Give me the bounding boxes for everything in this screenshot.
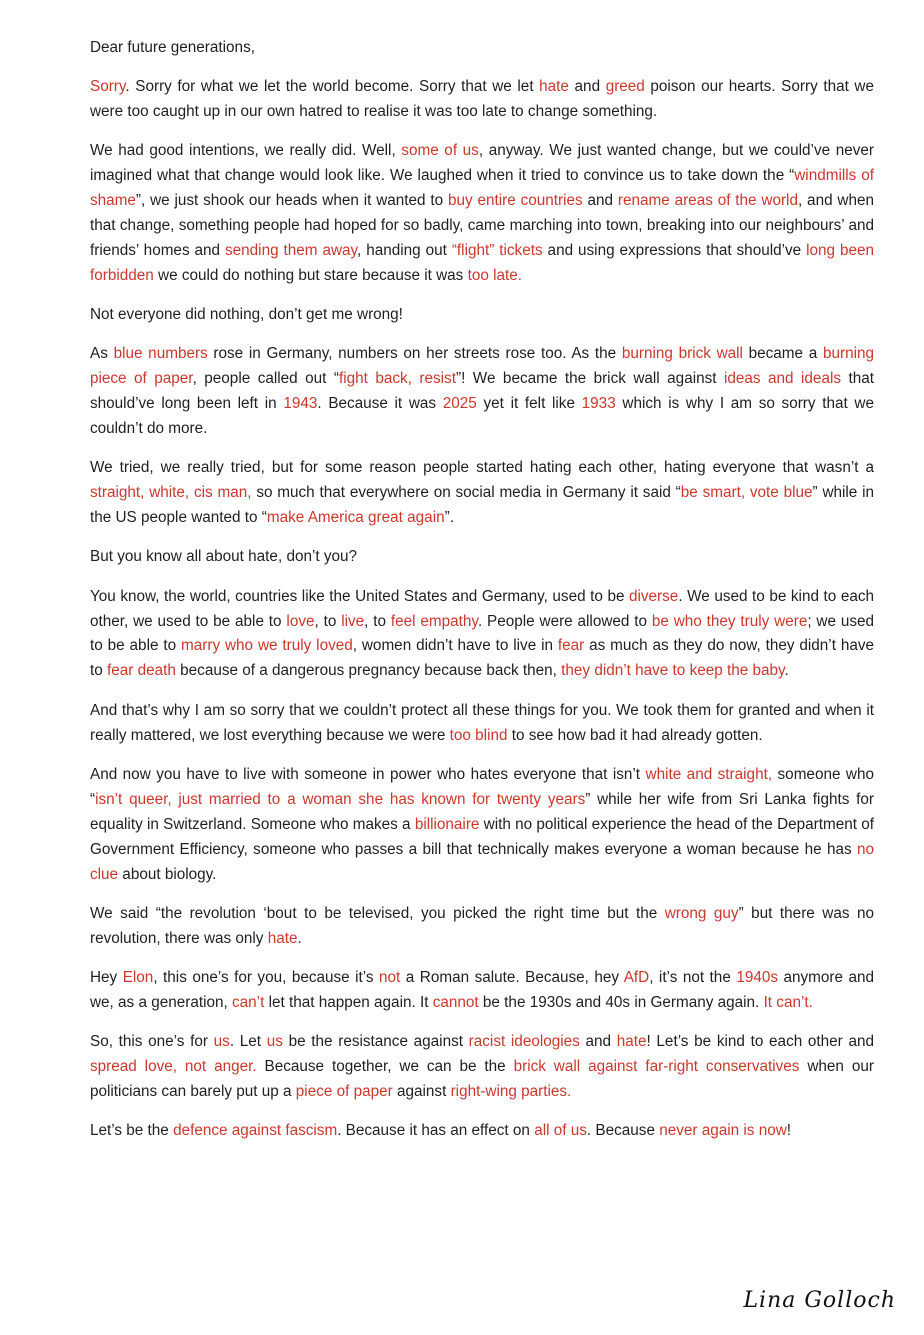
highlighted-phrase: defence against fascism [173, 1122, 338, 1140]
paragraph [90, 545, 874, 570]
highlighted-phrase: burning piece of paper [90, 345, 874, 388]
text-run: a Roman salute. Because, hey [400, 969, 624, 986]
text-run: , to [314, 612, 342, 630]
text-run: Not everyone did nothing, don’t get me wrong! [90, 305, 403, 323]
highlighted-phrase: rename areas of the world [617, 191, 798, 209]
highlighted-phrase: no clue [90, 840, 874, 883]
text-run: be the 1930s and 40s in Germany again. [478, 993, 764, 1011]
text-run: ; we used to be able to [90, 612, 875, 655]
highlighted-phrase: hate [267, 929, 298, 947]
paragraph [90, 139, 874, 288]
highlighted-phrase: too late. [467, 266, 523, 284]
text-run: against [392, 1083, 451, 1101]
text-run: . Because it was [317, 395, 443, 413]
text-run: as much as they do now, they didn’t have to [90, 637, 875, 680]
text-run: be the resistance against [282, 1033, 469, 1051]
text-run: became a [742, 345, 823, 363]
letter-body [90, 36, 874, 1159]
highlighted-phrase: be who they truly were [651, 612, 808, 630]
highlighted-phrase: fear [557, 637, 585, 655]
highlighted-phrase: piece of paper [295, 1083, 393, 1101]
highlighted-phrase: spread love, not anger. [90, 1058, 257, 1076]
text-run: , it’s not the [649, 969, 737, 986]
text-run: . [297, 929, 302, 947]
text-run: yet it felt like [476, 395, 582, 413]
highlighted-phrase: 2025 [442, 395, 477, 413]
highlighted-phrase: long been forbidden [90, 241, 874, 284]
highlighted-phrase: us [266, 1033, 283, 1051]
text-run: and [579, 1033, 617, 1051]
highlighted-phrase: greed [605, 77, 645, 95]
text-run: and [582, 191, 618, 209]
highlighted-phrase: never again is now [659, 1122, 787, 1140]
text-run: We said “the revolution ‘bout to be televised, you picked the right time but the [90, 904, 665, 922]
text-run: Hey [90, 969, 123, 986]
highlighted-phrase: billionaire [414, 815, 480, 833]
paragraph [90, 75, 874, 125]
text-run: As [90, 345, 114, 363]
highlighted-phrase: isn’t queer, just married to a woman she has known for twenty years [95, 790, 586, 808]
text-run: , anyway. We just wanted change, but we could’ve never imagined what that change would look like. We laughed when it tried to convince us to take down the “ [90, 142, 874, 185]
text-run: And now you have to live with someone in power who hates everyone that isn’t [90, 765, 646, 783]
highlighted-phrase: brick wall against far-right conservatives [513, 1058, 800, 1076]
text-run: with no political experience the head of the Department of Government Efficiency, someone who passes a bill that technically makes everyone a woman because he has [90, 815, 874, 858]
highlighted-phrase: too blind [449, 726, 508, 744]
highlighted-phrase: racist ideologies [468, 1033, 580, 1051]
highlighted-phrase: live [341, 612, 365, 630]
highlighted-phrase: windmills of shame [90, 167, 874, 209]
highlighted-phrase: not [379, 969, 401, 986]
highlighted-phrase: right-wing parties. [450, 1083, 572, 1101]
highlighted-phrase: hate [616, 1033, 647, 1051]
text-run: that should’ve long been left in [90, 370, 874, 413]
text-run: ”. [444, 509, 454, 527]
highlighted-phrase: Elon [122, 969, 154, 986]
text-run: to see how bad it had already gotten. [507, 726, 763, 744]
text-run: . People were allowed to [477, 612, 652, 630]
highlighted-phrase: blue numbers [113, 345, 208, 363]
paragraph-list [90, 75, 874, 1144]
text-run: someone who “ [90, 765, 874, 808]
highlighted-phrase: 1933 [581, 395, 616, 413]
paragraph [90, 1119, 874, 1144]
text-run: And that’s why I am so sorry that we couldn’t protect all these things for you. We took them for granted and when it really mattered, we lost everything because we were [90, 701, 874, 744]
text-run: ” while her wife from Sri Lanka fights for equality in Switzerland. Someone who makes a [90, 790, 874, 833]
text-run: , people called out “ [192, 370, 339, 388]
text-run: , handing out [357, 241, 452, 259]
text-run: So, this one’s for [90, 1033, 214, 1051]
highlighted-phrase: AfD [623, 969, 650, 986]
paragraph [90, 303, 874, 328]
highlighted-phrase: 1943 [283, 395, 318, 413]
highlighted-phrase: “flight” tickets [451, 241, 543, 259]
text-run: We tried, we really tried, but for some reason people started hating each other, hating everyone that wasn’t a [90, 459, 874, 477]
highlighted-phrase: sending them away [225, 241, 358, 259]
text-run: Because together, we can be the [256, 1058, 514, 1076]
highlighted-phrase: 1940s [736, 969, 778, 986]
text-run: poison our hearts. Sorry that we were too caught up in our own hatred to realise it was too late to change something. [90, 77, 874, 120]
signature: Lina Golloch [743, 1288, 896, 1313]
text-run: ”, we just shook our heads when it wanted to [135, 191, 448, 209]
paragraph [90, 699, 874, 749]
text-run: . [784, 662, 789, 680]
text-run: we could do nothing but stare because it was [153, 266, 468, 284]
text-run: because of a dangerous pregnancy because back then, [175, 662, 562, 680]
highlighted-phrase: some of us [401, 142, 479, 160]
text-run: . Sorry for what we let the world become. Sorry that we let [125, 77, 540, 95]
text-run: ”! We became the brick wall against [455, 370, 724, 388]
highlighted-phrase: hate [539, 77, 569, 95]
paragraph [90, 763, 874, 888]
highlighted-phrase: can’t [232, 993, 265, 1011]
text-run: . Let [229, 1033, 267, 1051]
text-run: ” but there was no revolution, there was only [90, 904, 875, 947]
highlighted-phrase: It can’t. [763, 993, 813, 1011]
highlighted-phrase: diverse [629, 587, 679, 605]
highlighted-phrase: make America great again [266, 509, 445, 527]
text-run: . We used to be kind to each other, we used to be able to [90, 587, 874, 630]
paragraph [90, 1030, 874, 1105]
text-run: Let’s be the [90, 1122, 174, 1140]
text-run: , and when that change, something people had hoped for so badly, came marching into town, breaking into our neighbours’ and friends’ homes and [90, 191, 874, 259]
salutation: Dear future generations, [90, 39, 255, 56]
text-run: about biology. [118, 865, 217, 883]
text-run: . Because [586, 1122, 660, 1140]
highlighted-phrase: feel empathy [390, 612, 478, 630]
text-run: so much that everywhere on social media in Germany it said “ [251, 484, 681, 502]
text-run: and using expressions that should’ve [542, 241, 807, 259]
highlighted-phrase: marry who we truly loved [181, 637, 353, 655]
highlighted-phrase: love [286, 612, 315, 630]
text-run: ” while in the US people wanted to “ [90, 484, 875, 527]
text-run: which is why I am so sorry that we couldn’t do more. [90, 395, 874, 437]
highlighted-phrase: wrong guy [664, 904, 739, 922]
highlighted-phrase: straight, white, cis man, [90, 484, 252, 502]
highlighted-phrase: burning brick wall [621, 345, 743, 363]
text-run: let that happen again. It [264, 993, 433, 1011]
highlighted-phrase: white and straight, [645, 765, 773, 783]
text-run: We had good intentions, we really did. Well, [90, 142, 402, 160]
text-run: rose in Germany, numbers on her streets rose too. As the [207, 345, 622, 363]
highlighted-phrase: they didn’t have to keep the baby [561, 662, 785, 680]
text-run: You know, the world, countries like the United States and Germany, used to be [90, 587, 629, 605]
highlighted-phrase: ideas and ideals [723, 370, 841, 388]
text-run: , this one’s for you, because it’s [153, 969, 380, 986]
highlighted-phrase: fear death [107, 662, 176, 680]
paragraph [90, 585, 874, 685]
highlighted-phrase: Sorry [90, 77, 126, 95]
paragraph [90, 342, 874, 442]
text-run: , women didn’t have to live in [352, 637, 558, 655]
highlighted-phrase: buy entire countries [447, 191, 583, 209]
text-run: ! Let’s be kind to each other and [646, 1033, 874, 1051]
text-run: , to [364, 612, 391, 630]
text-run: . Because it has an effect on [337, 1122, 535, 1140]
text-run: But you know all about hate, don’t you? [90, 548, 358, 566]
text-run: anymore and we, as a generation, [90, 969, 874, 1011]
paragraph [90, 966, 874, 1016]
paragraph [90, 902, 874, 952]
highlighted-phrase: fight back, resist [338, 370, 456, 388]
text-run: when our politicians can barely put up a [90, 1058, 874, 1101]
highlighted-phrase: us [213, 1033, 230, 1051]
highlighted-phrase: all of us [534, 1122, 587, 1140]
highlighted-phrase: cannot [432, 993, 479, 1011]
paragraph [90, 456, 874, 531]
text-run: and [568, 77, 606, 95]
highlighted-phrase: be smart, vote blue [680, 484, 813, 502]
text-run: ! [786, 1122, 792, 1140]
